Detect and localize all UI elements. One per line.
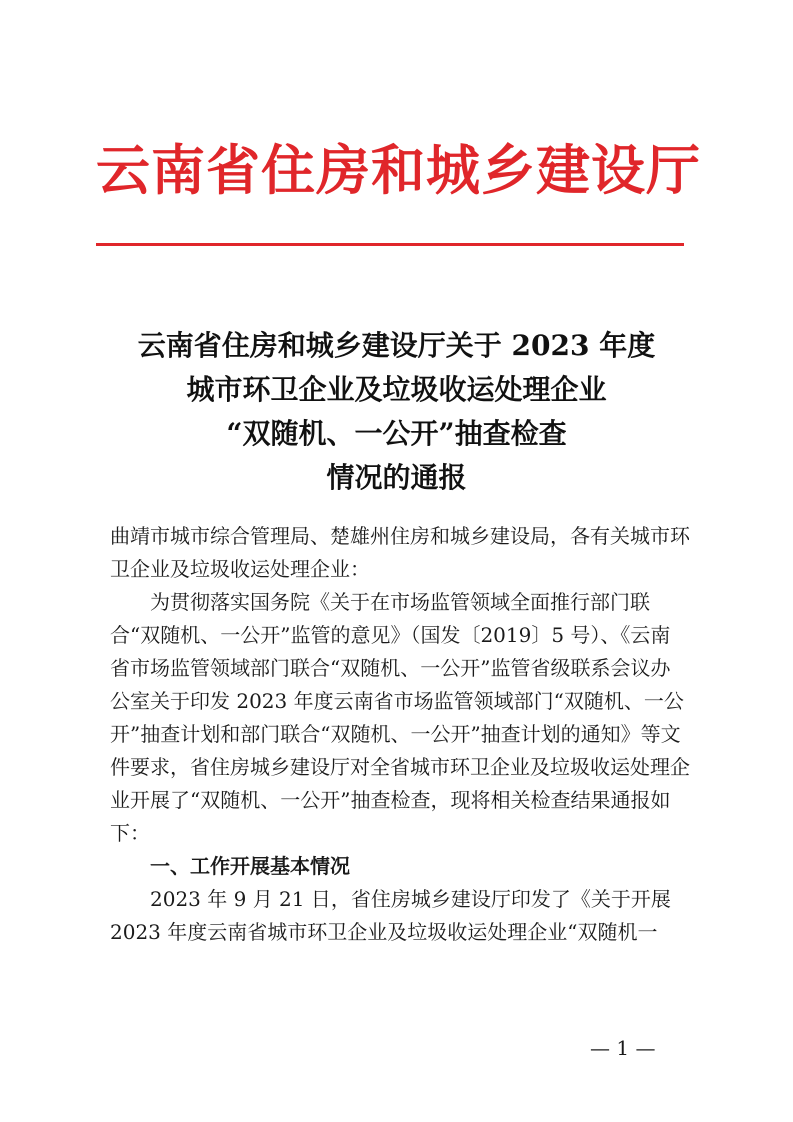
- letterhead-red-rule: [96, 243, 684, 246]
- title-line-2: 城市环卫企业及垃圾收运处理企业: [186, 373, 607, 406]
- title-line-3: “双随机、一公开”抽查检查: [226, 417, 567, 450]
- agency-letterhead: 云南省住房和城乡建设厅: [96, 139, 701, 202]
- page-number: — 1 —: [590, 1036, 656, 1060]
- paragraph-1: 为贯彻落实国务院《关于在市场监管领域全面推行部门联合“双随机、一公开”监管的意见》（国发〔2019〕5 号）、《云南省市场监管领域部门联合“双随机、一公开”监管省级联系会议办公室关于印发 2023 年度云南省市场监管领域部门“双随机、一公开”抽查计划和部门联合“双随机、一公开”抽查计划的通知》等文件要求，省住房城乡建设厅对全省城市环卫企业及垃圾收运处理企业开展了“双随机、一公开”抽查检查，现将相关检查结果通报如下：: [110, 590, 690, 845]
- document-body: [110, 520, 690, 949]
- salutation: 曲靖市城市综合管理局、楚雄州住房和城乡建设局，各有关城市环卫企业及垃圾收运处理企业：: [110, 524, 690, 581]
- section-heading-1: 一、工作开展基本情况: [150, 854, 350, 878]
- title-line-1: 云南省住房和城乡建设厅关于 2023 年度: [137, 329, 656, 362]
- paragraph-2: 2023 年 9 月 21 日，省住房城乡建设厅印发了《关于开展 2023 年度云南省城市环卫企业及垃圾收运处理企业“双随机一: [110, 887, 671, 944]
- title-line-4: 情况的通报: [326, 461, 467, 494]
- document-title: [0, 324, 793, 500]
